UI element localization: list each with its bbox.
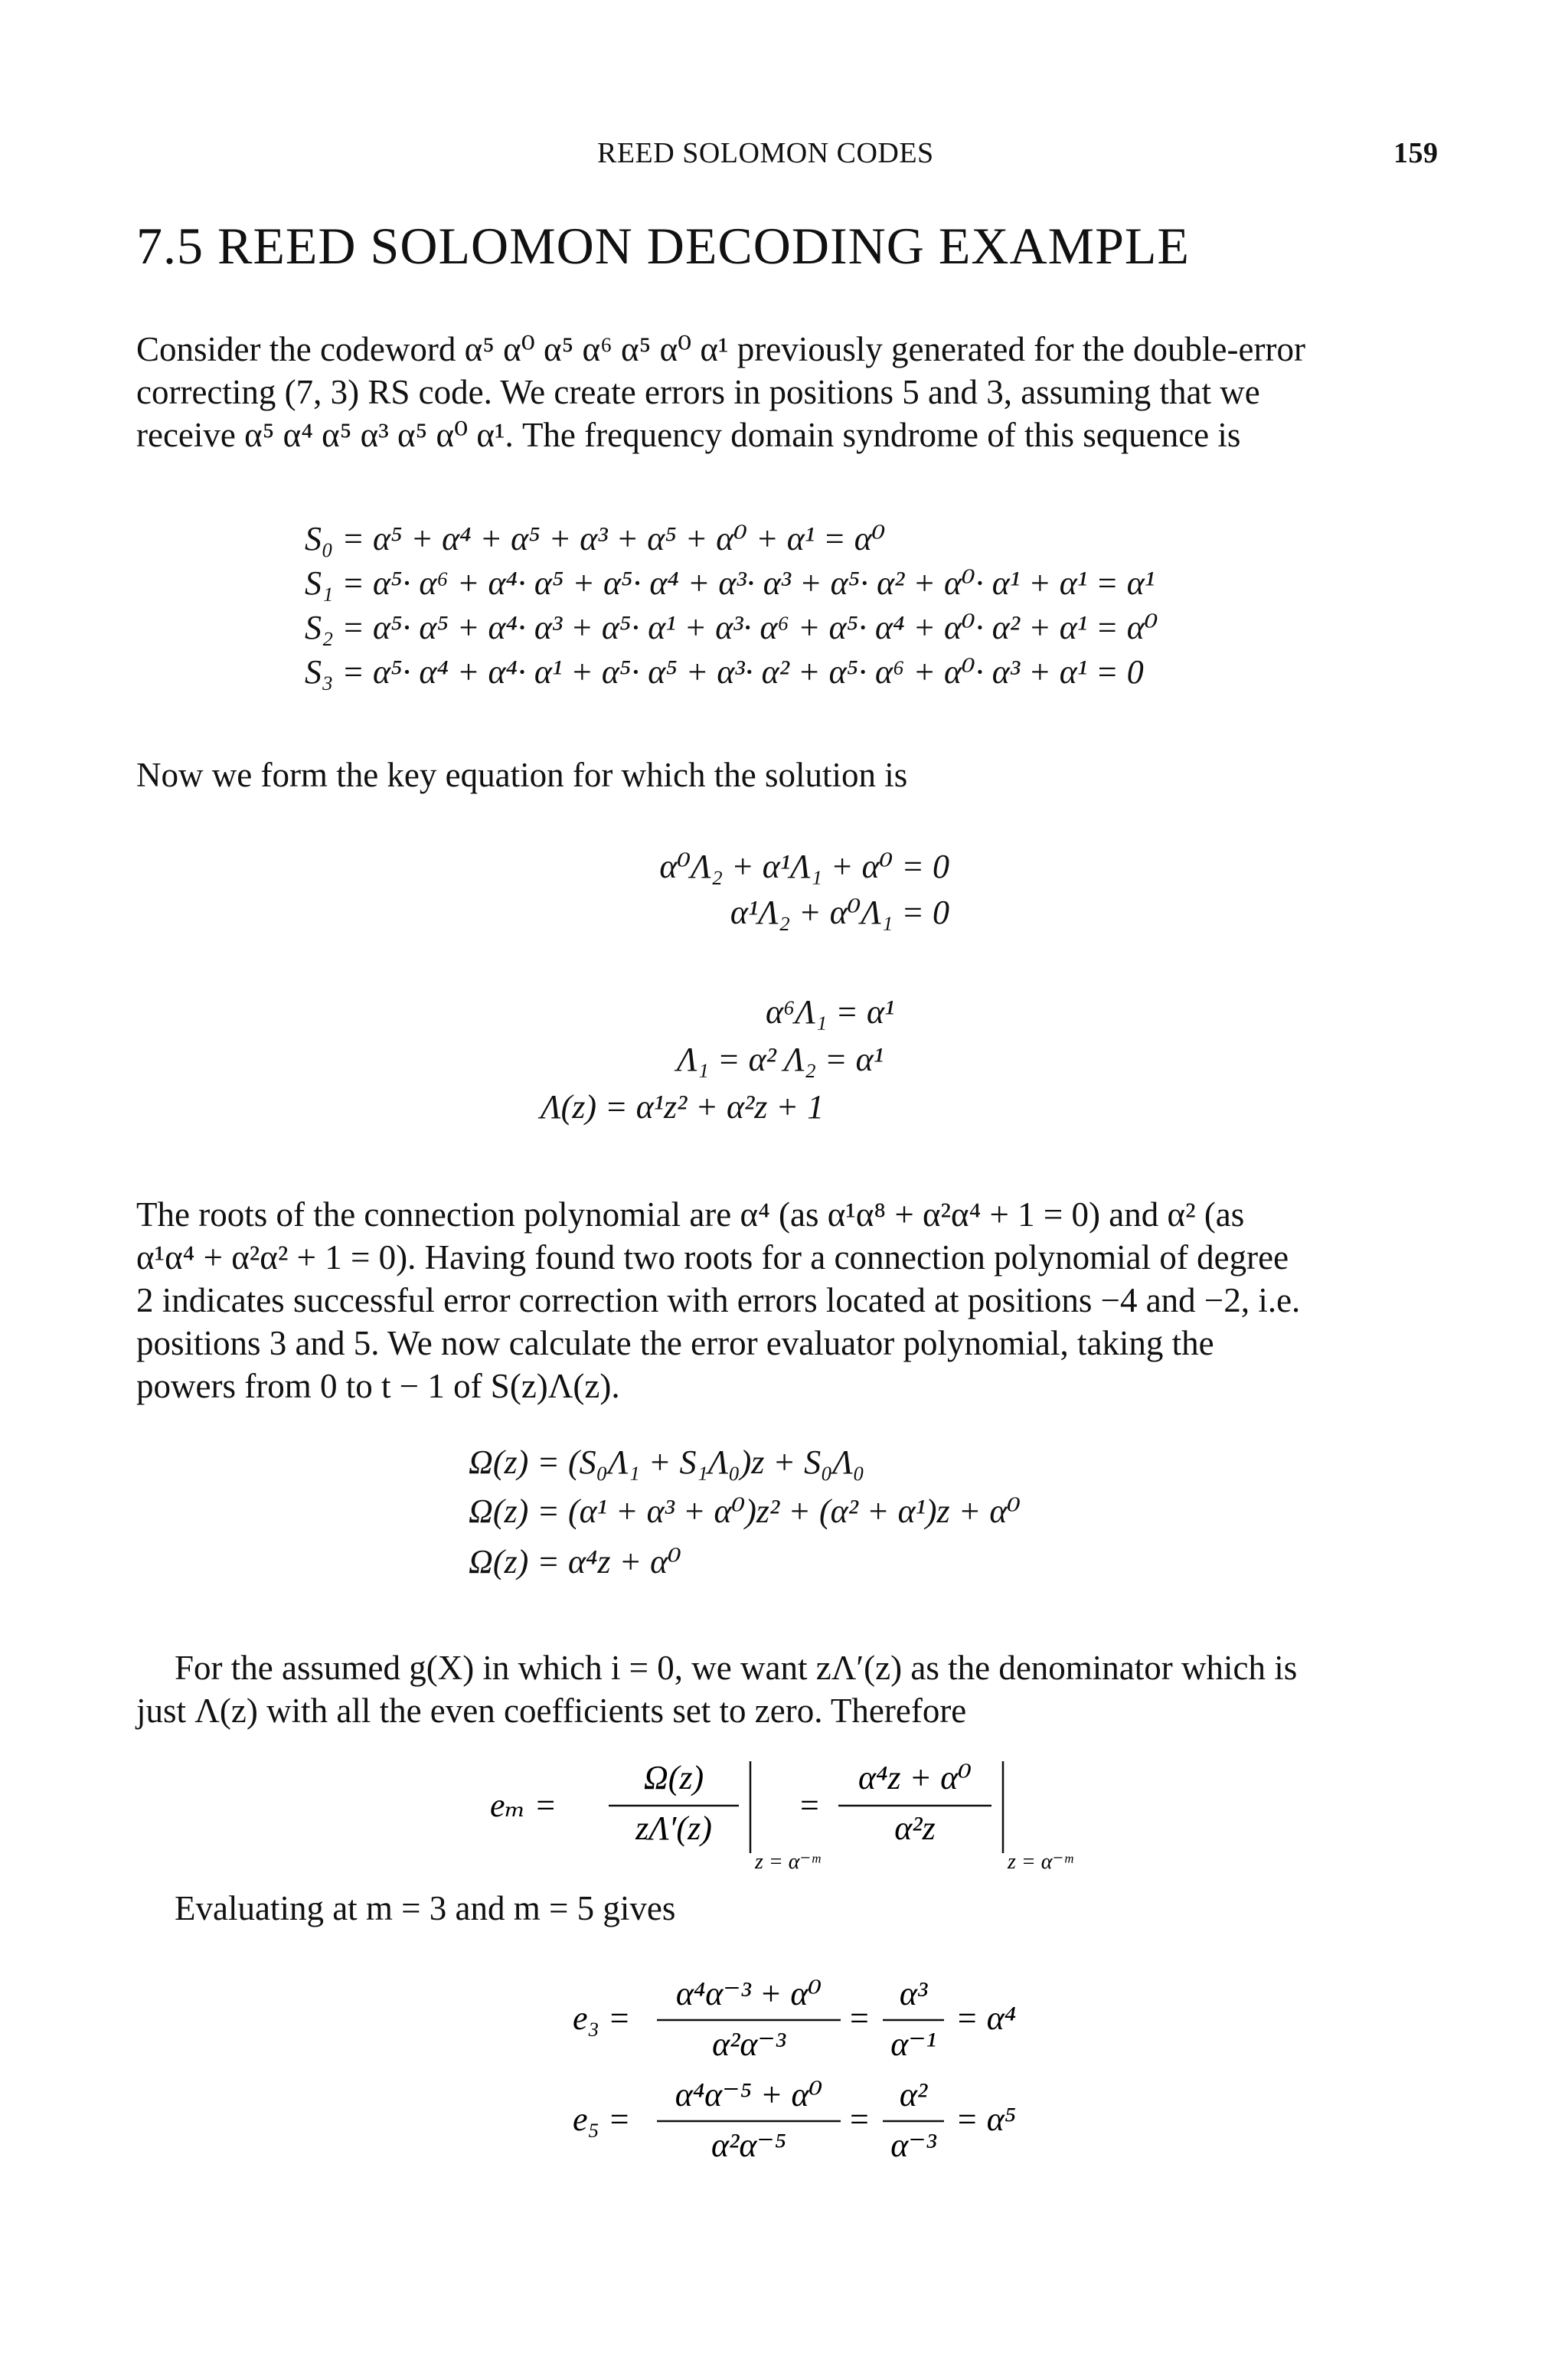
e5-lhs: e₅ = [573,2100,631,2138]
roots-line: α¹α⁴ + α²α² + 1 = 0). Having found two roots for a connection polynomial of degree [136,1238,1289,1277]
e3-lhs: e₃ = [573,1999,631,2037]
e3-denominator-1: α²α⁻³ [712,2025,786,2063]
key-equation-line: Now we form the key equation for which the solution is [136,756,908,794]
key-equation-paragraph [136,753,1432,796]
omega-eq1: Ω(z) = (S₀Λ₁ + S₁Λ₀)z + S₀Λ₀ [469,1443,865,1481]
e3-equation [573,1974,1047,2074]
omega-eq3: Ω(z) = α⁴z + α⁰ [469,1543,681,1581]
evaluating-paragraph [136,1887,1432,1930]
roots-line: 2 indicates successful error correction with errors located at positions −4 and −2, i.e. [136,1281,1301,1319]
em-equals: = [800,1786,819,1824]
lambda1-solve: α⁶Λ₁ = α¹ [766,993,895,1031]
em-lhs: eₘ = [490,1786,557,1824]
intro-line: receive α⁵ α⁴ α⁵ α³ α⁵ α⁰ α¹. The frequency domain syndrome of this sequence is [136,416,1241,454]
e5-denominator-2: α⁻³ [890,2126,936,2164]
e3-numerator-2: α³ [899,1975,928,2012]
em-subscript-1: z = α⁻ᵐ [755,1850,820,1874]
assumed-g-line: For the assumed g(X) in which i = 0, we want zΛ′(z) as the denominator which is [175,1649,1298,1687]
em-denominator-2: α²z [894,1809,936,1847]
intro-line: Consider the codeword α⁵ α⁰ α⁵ α⁶ α⁵ α⁰ α¹ previously generated for the double-error [136,330,1305,368]
syndrome-s2: S₂ = α⁵· α⁵ + α⁴· α³ + α⁵· α¹ + α³· α⁶ + α⁵· α⁴ + α⁰· α² + α¹ = α⁰ [305,609,1158,646]
intro-line: correcting (7, 3) RS code. We create errors in positions 5 and 3, assuming that we [136,373,1260,411]
assumed-g-paragraph [136,1646,1432,1732]
key-system-eq2: α¹Λ₂ + α⁰Λ₁ = 0 [730,894,949,931]
assumed-g-line: just Λ(z) with all the even coefficients set to zero. Therefore [136,1692,967,1730]
lambda-values: Λ₁ = α² Λ₂ = α¹ [677,1041,884,1078]
em-numerator-1: Ω(z) [643,1759,704,1796]
e3-denominator-2: α⁻¹ [890,2025,936,2063]
em-subscript-2: z = α⁻ᵐ [1008,1850,1073,1874]
em-denominator-1: zΛ′(z) [635,1809,712,1847]
e5-result: = α⁵ [956,2100,1017,2138]
key-system-eq1: α⁰Λ₂ + α¹Λ₁ + α⁰ = 0 [659,848,949,885]
e5-denominator-1: α²α⁻⁵ [711,2126,786,2164]
running-title: REED SOLOMON CODES [597,137,934,169]
roots-paragraph [136,1193,1432,1407]
e5-equals: = [850,2100,869,2138]
omega-eq2: Ω(z) = (α¹ + α³ + α⁰)z² + (α² + α¹)z + α⁰ [469,1492,1021,1530]
e3-result: = α⁴ [956,1999,1017,2037]
intro-paragraph [136,328,1432,456]
syndrome-s1: S₁ = α⁵· α⁶ + α⁴· α⁵ + α⁵· α⁴ + α³· α³ + α⁵· α² + α⁰· α¹ + α¹ = α¹ [305,564,1155,602]
em-numerator-2: α⁴z + α⁰ [858,1759,972,1796]
e3-equals: = [850,1999,869,2037]
roots-line: positions 3 and 5. We now calculate the error evaluator polynomial, taking the [136,1324,1214,1362]
e3-numerator-1: α⁴α⁻³ + α⁰ [675,1975,822,2012]
roots-line: The roots of the connection polynomial are α⁴ (as α¹α⁸ + α²α⁴ + 1 = 0) and α² (as [136,1195,1245,1234]
e5-numerator-2: α² [899,2076,928,2113]
e5-numerator-1: α⁴α⁻⁵ + α⁰ [675,2076,823,2113]
roots-line: powers from 0 to t − 1 of S(z)Λ(z). [136,1367,620,1405]
page-number: 159 [1393,137,1439,169]
section-title: 7.5 REED SOLOMON DECODING EXAMPLE [136,217,1190,275]
evaluating-line: Evaluating at m = 3 and m = 5 gives [175,1889,676,1927]
e5-equation [573,2075,1047,2175]
connection-polynomial: Λ(z) = α¹z² + α²z + 1 [541,1088,825,1126]
syndrome-s3: S₃ = α⁵· α⁴ + α⁴· α¹ + α⁵· α⁵ + α³· α² + α⁵· α⁶ + α⁰· α³ + α¹ = 0 [305,653,1144,691]
em-formula [490,1754,1118,1884]
syndrome-s0: S₀ = α⁵ + α⁴ + α⁵ + α³ + α⁵ + α⁰ + α¹ = α⁰ [305,520,886,557]
